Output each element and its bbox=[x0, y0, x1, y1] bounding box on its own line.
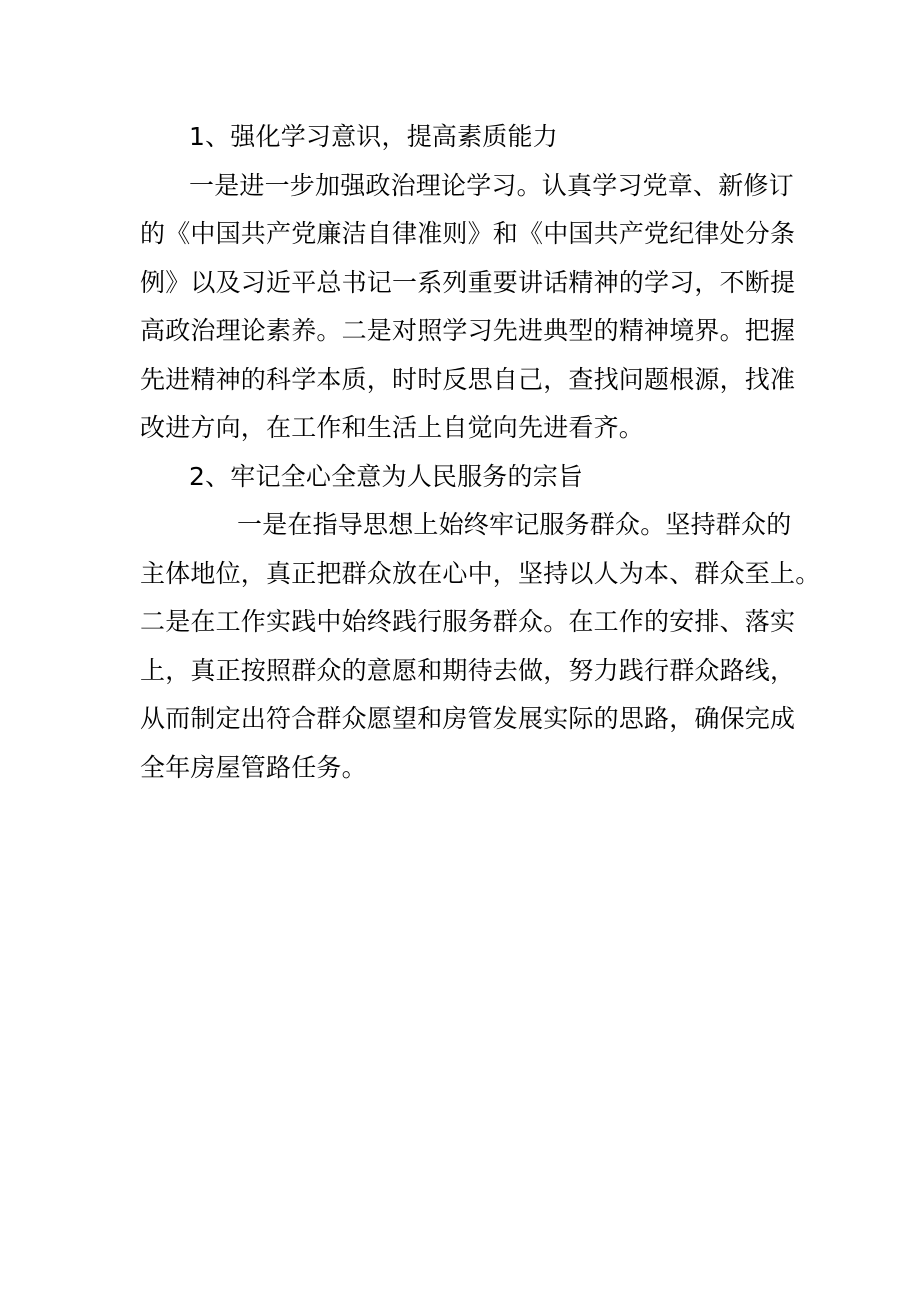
paragraph-line: 改进方向，在工作和生活上自觉向先进看齐。 bbox=[140, 413, 645, 442]
paragraph-line: 的《中国共产党廉洁自律准则》和《中国共产党纪律处分条 bbox=[140, 219, 796, 248]
paragraph-line: 一是在指导思想上始终牢记服务群众。坚持群众的 bbox=[237, 510, 792, 539]
paragraph-line: 上，真正按照群众的意愿和期待去做，努力践行群众路线， bbox=[140, 655, 796, 685]
paragraph-line: 高政治理论素养。二是对照学习先进典型的精神境界。把握 bbox=[140, 316, 796, 345]
paragraph-line: 二是在工作实践中始终践行服务群众。在工作的安排、落实 bbox=[140, 607, 796, 636]
paragraph-line: 先进精神的科学本质，时时反思自己，查找问题根源，找准 bbox=[140, 364, 796, 394]
paragraph-line: 一是进一步加强政治理论学习。认真学习党章、新修订 bbox=[189, 170, 794, 200]
section-heading-1: 1、强化学习意识，提高素质能力 bbox=[189, 122, 558, 151]
paragraph-line: 全年房屋管路任务。 bbox=[140, 752, 367, 782]
section-heading-2: 2、牢记全心全意为人民服务的宗旨 bbox=[189, 461, 584, 491]
paragraph-line: 例》以及习近平总书记一系列重要讲话精神的学习，不断提 bbox=[140, 267, 796, 297]
document-body bbox=[140, 113, 821, 792]
paragraph-line: 从而制定出符合群众愿望和房管发展实际的思路，确保完成 bbox=[140, 704, 796, 733]
paragraph-line: 主体地位，真正把群众放在心中，坚持以人为本、群众至上。 bbox=[140, 558, 821, 588]
